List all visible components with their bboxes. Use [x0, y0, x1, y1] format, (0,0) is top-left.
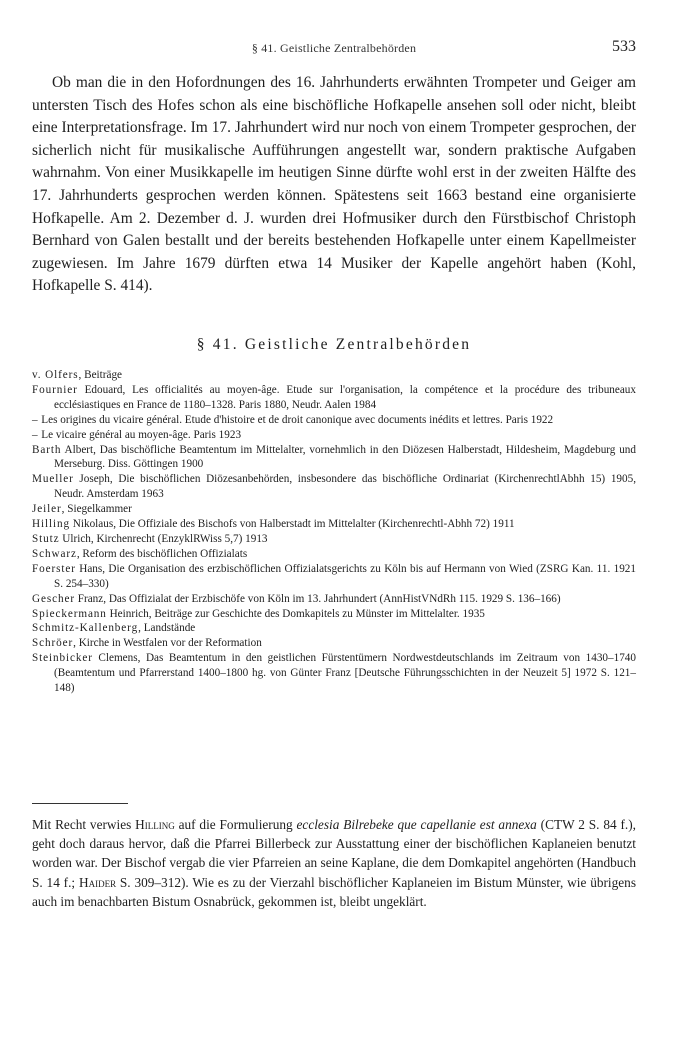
footnote-rule: [32, 803, 128, 804]
bibliography-author: Schwarz: [32, 547, 77, 560]
footnote-author-hilling: Hilling: [135, 817, 175, 832]
section-heading: § 41. Geistliche Zentralbehörden: [196, 336, 472, 353]
footnote-quote: ecclesia Bilrebeke que capellanie est annexa: [296, 817, 537, 832]
footnote-author-haider: Haider: [78, 874, 117, 890]
bibliography-entry: [32, 621, 636, 636]
bibliography-entry: [32, 547, 636, 562]
bibliography-author: Fournier: [32, 383, 78, 396]
footnote-text-1: Mit Recht verwies: [32, 817, 136, 832]
bibliography-entry: [32, 428, 636, 443]
bibliography-author: Steinbicker: [32, 652, 93, 665]
bibliography-text: Le vicaire général au moyen-âge. Paris 1923: [38, 428, 242, 441]
bibliography-text: Albert, Das bischöfliche Beamtentum im Mittelalter, vornehmlich in den Diözesen Halberstadt, Hildesheim, Magdeburg und Merseburg. Diss. Göttingen 1900: [54, 443, 636, 471]
bibliography-entry: [32, 651, 636, 696]
bibliography-author: Spieckermann: [32, 607, 107, 620]
bibliography-text: , Reform des bischöflichen Offizialats: [76, 547, 248, 560]
page-number: 533: [612, 38, 636, 55]
bibliography-entry: [32, 443, 636, 473]
bibliography-text: Heinrich, Beiträge zur Geschichte des Domkapitels zu Münster im Mittelalter. 1935: [106, 607, 485, 620]
bibliography-author: v. Olfers: [32, 369, 79, 381]
bibliography-text: , Kirche in Westfalen vor der Reformation: [73, 637, 262, 650]
bibliography-text: Ulrich, Kirchenrecht (EnzyklRWiss 5,7) 1913: [59, 532, 268, 545]
bibliography-text: Les origines du vicaire général. Etude d'histoire et de droit canonique avec documents inédits et lettres. Paris 1922: [38, 413, 554, 426]
bibliography-author: –: [32, 413, 39, 426]
bibliography-entry: [32, 383, 636, 413]
running-title: § 41. Geistliche Zentralbehörden: [251, 41, 417, 55]
bibliography-text: Hans, Die Organisation des erzbischöflichen Offizialatsgerichts zu Köln bis auf Hermann von Wied (ZSRG Kan. 11. 1921 S. 254–330): [54, 562, 636, 590]
footnote: [32, 815, 636, 911]
running-head: [32, 38, 636, 58]
bibliography-entry: [32, 517, 636, 532]
bibliography-entry: [32, 607, 636, 622]
bibliography-entry: [32, 502, 636, 517]
bibliography-author: Stutz: [32, 532, 60, 545]
footnote-text-2: auf die Formulierung: [174, 817, 297, 832]
footnote-text-4: S. 309–312). Wie es zu der Vierzahl bischöflicher Kaplaneien im Bistum Münster, wie übrigens auch im benachbarten Bistum Osnabrück, gekommen ist, bleibt ungeklärt.: [32, 874, 636, 909]
bibliography-list: [32, 368, 636, 696]
bibliography-entry: [32, 592, 636, 607]
bibliography-text: , Landstände: [138, 622, 196, 635]
bibliography-entry: [32, 636, 636, 651]
footnote-text-3: (CTW 2 S. 84 f.), geht doch daraus hervor, daß die Pfarrei Billerbeck zur Ausstattung einer der bischöflichen Kaplaneien benutzt worden war. Der Bischof vergab die vier Pfarreien an seine Kaplane, die dem Domkapitel angehörten (Handbuch S. 14 f.;: [32, 817, 636, 890]
bibliography-text: Clemens, Das Beamtentum in den geistlichen Fürstentümern Nordwestdeutschlands im Zeitraum von 1430–1740 (Beamtentum und Pfarrerstand 1400–1800 hg. von Günter Franz [Deutsche Führungsschichten in der Neuzeit 5] 1972 S. 121–148): [54, 652, 636, 695]
bibliography-text: , Siegelkammer: [61, 503, 132, 516]
bibliography-text: Nikolaus, Die Offiziale des Bischofs von Halberstadt im Mittelalter (Kirchenrechtl-Abhh 72) 1911: [70, 518, 515, 531]
bibliography-entry: [32, 472, 636, 502]
bibliography-text: Edouard, Les officialités au moyen-âge. Etude sur l'organisation, la compétence et la procédure des tribuneaux ecclésiastiques en France de 1180–1328. Paris 1880, Neudr. Aalen 1984: [54, 383, 636, 411]
bibliography-author: –: [32, 428, 39, 441]
bibliography-author: Foerster: [32, 562, 76, 575]
bibliography-author: Schröer: [32, 637, 74, 650]
bibliography-author: Jeiler: [32, 503, 62, 516]
bibliography-entry: [32, 562, 636, 592]
bibliography-author: Gescher: [32, 592, 75, 605]
bibliography-entry: [32, 532, 636, 547]
body-paragraph: [32, 72, 636, 298]
bibliography-author: Mueller: [32, 473, 74, 486]
bibliography-text: , Beiträge: [78, 369, 123, 381]
bibliography-author: Schmitz-Kallenberg: [32, 622, 139, 635]
bibliography-author: Barth: [32, 443, 62, 456]
bibliography-entry: [32, 413, 636, 428]
bibliography-author: Hilling: [32, 518, 70, 531]
body-paragraph-text: Ob man die in den Hofordnungen des 16. Jahrhunderts erwähnten Trompeter und Geiger am untersten Tisch des Hofes schon als eine bischöfliche Hofkapelle ansehen soll oder nicht, bleibt eine Interpretationsfrage. Im 17. Jahrhundert wird nur noch von einem Trompeter gesprochen, der sicherlich nicht für musikalische Aufführungen angestellt war, sondern praktische Aufgaben wahrnahm. Von einer Musikkapelle im heutigen Sinne dürfte wohl erst in der zweiten Hälfte des 17. Jahrhunderts gesprochen werden können. Spätestens seit 1663 bestand eine organisierte Hofkapelle. Am 2. Dezember d. J. wurden drei Hofmusiker durch den Fürstbischof Christoph Bernhard von Galen bestallt und der bereits bestehenden Hofkapelle unter einem Kapellmeister zugewiesen. Im Jahre 1679 dürften etwa 14 Musiker der Kapelle angehört haben (Kohl, Hofkapelle S. 414).: [32, 74, 636, 295]
bibliography-text: Franz, Das Offizialat der Erzbischöfe von Köln im 13. Jahrhundert (AnnHistVNdRh 115. 1929 S. 136–166): [74, 592, 561, 605]
bibliography-text: Joseph, Die bischöflichen Diözesanbehörden, insbesondere das bischöfliche Ordinariat (KirchenrechtlAbhh 15) 1905, Neudr. Amsterdam 1963: [54, 473, 636, 501]
bibliography-entry: [32, 368, 636, 383]
